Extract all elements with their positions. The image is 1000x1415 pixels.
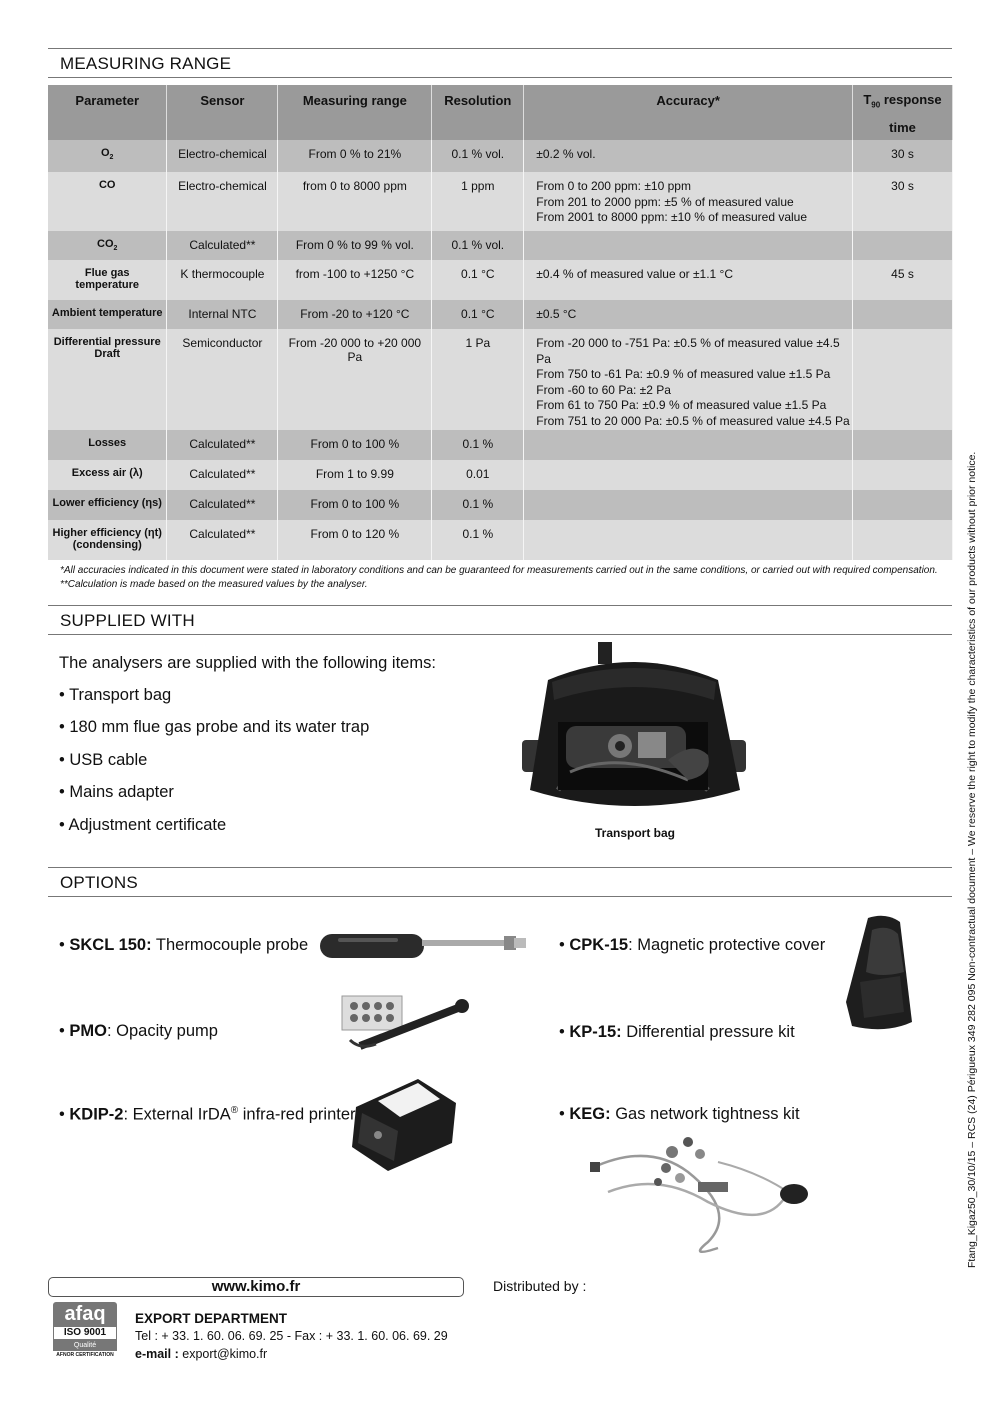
cell-accuracy: [524, 520, 853, 560]
cell-resolution: 0.1 % vol.: [432, 140, 524, 172]
cell-measuring-range: from 0 to 8000 ppm: [278, 172, 432, 231]
table-row: [48, 172, 953, 231]
cell-resolution: 0.1 %: [432, 520, 524, 560]
option-kp15: • KP-15: Differential pressure kit: [559, 1023, 795, 1041]
opacity-pump-image: [340, 990, 480, 1054]
cell-measuring-range: From 0 to 120 %: [278, 520, 432, 560]
cell-measuring-range: From 0 % to 21%: [278, 140, 432, 172]
cell-measuring-range: From 0 to 100 %: [278, 430, 432, 460]
list-item: • Mains adapter: [59, 783, 174, 801]
cell-parameter: Losses: [48, 430, 167, 460]
col-header-parameter: Parameter: [48, 85, 167, 140]
list-item: • Adjustment certificate: [59, 816, 227, 834]
transport-bag-caption: Transport bag: [595, 826, 676, 840]
cell-measuring-range: From 0 % to 99 % vol.: [278, 231, 432, 260]
cell-sensor: Calculated**: [167, 460, 278, 490]
cell-accuracy: ±0.2 % vol.: [524, 140, 853, 172]
cell-t90: [853, 430, 953, 460]
cell-resolution: 0.1 %: [432, 490, 524, 520]
cell-sensor: Electro-chemical: [167, 140, 278, 172]
cell-parameter: Flue gas temperature: [48, 260, 167, 300]
cell-accuracy: [524, 231, 853, 260]
cell-t90: [853, 231, 953, 260]
cell-resolution: 0.1 %: [432, 430, 524, 460]
distributed-by: Distributed by :: [493, 1278, 587, 1294]
section-header-options: [48, 867, 952, 897]
cell-parameter: $CO_2$: [48, 231, 167, 260]
cell-measuring-range: From -20 000 to +20 000 Pa: [278, 329, 432, 430]
table-row: [48, 329, 953, 430]
cell-parameter: Ambient temperature: [48, 300, 167, 329]
option-kdip2: • KDIP-2: External IrDA® infra-red printer: [59, 1105, 356, 1124]
cell-sensor: Calculated**: [167, 520, 278, 560]
cell-t90: [853, 460, 953, 490]
cell-parameter: Excess air (λ): [48, 460, 167, 490]
option-keg: • KEG: Gas network tightness kit: [559, 1105, 800, 1123]
table-row: [48, 490, 953, 520]
list-item: • Transport bag: [59, 686, 172, 704]
table-row: [48, 520, 953, 560]
cell-t90: 30 s: [853, 172, 953, 231]
email-line: e-mail : export@kimo.fr: [135, 1347, 268, 1361]
section-title: MEASURING RANGE: [60, 54, 232, 73]
tel-fax: Tel : + 33. 1. 60. 06. 69. 25 - Fax : + 33. 1. 60. 06. 69. 29: [135, 1329, 448, 1343]
cell-accuracy: [524, 460, 853, 490]
cell-measuring-range: From -20 to +120 °C: [278, 300, 432, 329]
cell-sensor: Semiconductor: [167, 329, 278, 430]
option-cpk15: • CPK-15: Magnetic protective cover: [559, 936, 826, 954]
col-header-measuring-range: Measuring range: [278, 85, 432, 140]
cell-resolution: 1 ppm: [432, 172, 524, 231]
cell-resolution: 0.1 % vol.: [432, 231, 524, 260]
cell-sensor: Calculated**: [167, 490, 278, 520]
website-box[interactable]: [48, 1277, 464, 1297]
cell-t90: [853, 300, 953, 329]
col-header-sensor: Sensor: [167, 85, 278, 140]
cell-t90: [853, 520, 953, 560]
measuring-range-table: [48, 85, 953, 560]
cell-t90: 30 s: [853, 140, 953, 172]
cell-t90: [853, 490, 953, 520]
cell-resolution: 0.1 °C: [432, 300, 524, 329]
side-legal-text: Ftang_Kigaz50_30/10/15 – RCS (24) Périgueux 349 282 095 Non-contractual document – We reserve the right to modify the characteristics of our products without prior notice.: [966, 451, 978, 1268]
option-pmo: • PMO: Opacity pump: [59, 1022, 218, 1040]
cell-parameter: Higher efficiency (ηt) (condensing): [48, 520, 167, 560]
cell-accuracy: ±0.4 % of measured value or ±1.1 °C: [524, 260, 853, 300]
supplied-intro: The analysers are supplied with the following items:: [59, 654, 436, 672]
cell-resolution: 1 Pa: [432, 329, 524, 430]
cell-accuracy: From 0 to 200 ppm: ±10 ppm From 201 to 2000 ppm: ±5 % of measured value From 2001 to 8000 ppm: ±10 % of measured value: [524, 172, 853, 231]
cell-resolution: 0.01: [432, 460, 524, 490]
col-header-resolution: Resolution: [432, 85, 524, 140]
protective-cover-image: [838, 912, 918, 1034]
col-header-accuracy: Accuracy*: [524, 85, 853, 140]
table-row: [48, 260, 953, 300]
cell-parameter: Lower efficiency (ηs): [48, 490, 167, 520]
table-body: [48, 140, 953, 560]
cell-resolution: 0.1 °C: [432, 260, 524, 300]
cell-sensor: Calculated**: [167, 231, 278, 260]
table-header-row: [48, 85, 953, 140]
cell-accuracy: [524, 430, 853, 460]
table-row: [48, 300, 953, 329]
website-link[interactable]: www.kimo.fr: [211, 1278, 301, 1295]
email-link[interactable]: export@kimo.fr: [178, 1347, 268, 1361]
cell-accuracy: [524, 490, 853, 520]
export-department: EXPORT DEPARTMENT: [135, 1311, 288, 1326]
cell-sensor: Calculated**: [167, 430, 278, 460]
list-item: • USB cable: [59, 751, 148, 769]
section-header-supplied-with: [48, 605, 952, 635]
cell-sensor: Electro-chemical: [167, 172, 278, 231]
cell-accuracy: ±0.5 °C: [524, 300, 853, 329]
cell-t90: [853, 329, 953, 430]
cell-sensor: Internal NTC: [167, 300, 278, 329]
table-row: [48, 140, 953, 172]
cell-parameter: CO: [48, 172, 167, 231]
col-header-t90: $T_{90}$ response time: [853, 85, 953, 140]
option-skcl150: • SKCL 150: Thermocouple probe: [59, 936, 309, 954]
cell-measuring-range: From 1 to 9.99: [278, 460, 432, 490]
list-item: • 180 mm flue gas probe and its water trap: [59, 718, 370, 736]
thermocouple-probe-image: [318, 928, 530, 964]
cell-accuracy: From -20 000 to -751 Pa: ±0.5 % of measured value ±4.5 Pa From 750 to -61 Pa: ±0.9 % of measured value ±1.5 Pa From -60 to 60 Pa: ±2 Pa From 61 to 750 Pa: ±0.9 % of measured value ±1.5 Pa From 751 to 20 000 Pa: ±0.5 % of measured value ±4.5 Pa: [524, 329, 853, 430]
footnote-accuracy: *All accuracies indicated in this document were stated in laboratory conditions and can be guaranteed for measurements carried out in the same conditions, or carried out with required compensation.: [60, 565, 938, 576]
footnote-calculation: **Calculation is made based on the measured values by the analyser.: [60, 579, 368, 590]
table-row: [48, 231, 953, 260]
infrared-printer-image: [348, 1073, 460, 1173]
section-title: SUPPLIED WITH: [60, 611, 195, 630]
cell-parameter: Differential pressure Draft: [48, 329, 167, 430]
afaq-iso-logo: afaq ISO 9001 Qualité AFNOR CERTIFICATION: [53, 1302, 117, 1362]
gas-tightness-kit-image: [588, 1132, 816, 1262]
cell-parameter: $O_2$: [48, 140, 167, 172]
cell-sensor: K thermocouple: [167, 260, 278, 300]
transport-bag-image: [518, 640, 750, 822]
cell-t90: 45 s: [853, 260, 953, 300]
section-title: OPTIONS: [60, 873, 138, 892]
cell-measuring-range: From 0 to 100 %: [278, 490, 432, 520]
table-row: [48, 460, 953, 490]
cell-measuring-range: from -100 to +1250 °C: [278, 260, 432, 300]
table-row: [48, 430, 953, 460]
section-header-measuring-range: [48, 48, 952, 78]
